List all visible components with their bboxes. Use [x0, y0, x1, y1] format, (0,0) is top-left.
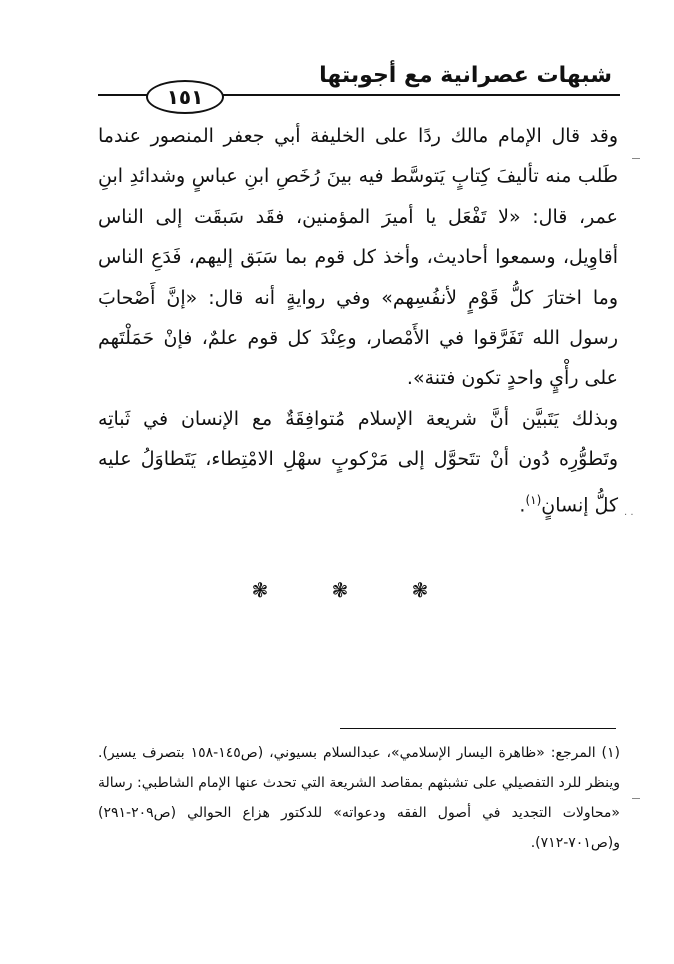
separator-star-2: ❃ — [331, 578, 349, 602]
margin-dots: · · — [624, 510, 634, 521]
page-number: ١٥١ — [146, 80, 224, 114]
margin-mark — [632, 158, 640, 159]
separator-star-3: ❃ — [411, 578, 429, 602]
footnote-reference: (١) — [525, 492, 542, 507]
margin-mark — [632, 798, 640, 799]
paragraph-1: وقد قال الإمام مالك ردًا على الخليفة أبي جعفر المنصور عندما طَلب منه تأليفَ كِتابٍ يَتوسَّط فيه بينَ رُخَصِ ابنِ عباسٍ وشدائدِ ابنِ عمر، قال: «لا تَفْعَل يا أميرَ المؤمنين، فقَد سَبقَت إلى الناس أقاوِيل، وسمعوا أحاديث، وأخذ كل قوم بما سَبَق إليهم، فَدَعِ الناس وما اختارَ كلُّ قَوْمٍ لأنفُسِهم» وفي روايةٍ أنه قال: «إنَّ أَصْحابَ رسول الله تَفَرَّقوا في الأَمْصار، وعِنْدَ كل قوم علمٌ، فإنْ حَمَلْتَهم على رأْيٍ واحدٍ تكون فتنة». — [98, 125, 618, 390]
footnote-1: (١) المرجع: «ظاهرة اليسار الإسلامي»، عبدالسلام بسيوني، (ص١٤٥-١٥٨ بتصرف يسير). وينظر للرد التفصيلي على تشبثهم بمقاصد الشريعة التي تحدث عنها الإمام الشاطبي: رسالة «محاولات التجديد في أصول الفقه ودعواته» للدكتور هزاع الحوالي (ص٢٠٩-٢٩١) و(ص٧٠١-٧١٢). — [98, 745, 620, 851]
section-separator — [240, 570, 440, 610]
footnotes — [98, 738, 620, 858]
separator-star-1: ❃ — [251, 578, 269, 602]
paragraph-2-period: . — [519, 493, 526, 516]
paragraph-2-text: وبذلك يَتَبيَّن أنَّ شريعة الإسلام مُتوافِقَةٌ مع الإنسان في ثَباتِه وتَطوُّرِه دُون أنْ تتَحوَّل إلى مَرْكوبٍ سهْلِ الامْتِطاء، يَتَطاوَلُ عليه كلُّ إنسانٍ — [98, 407, 618, 516]
paragraph-2 — [98, 399, 618, 526]
main-text — [98, 116, 618, 525]
footnote-rule — [340, 728, 616, 729]
running-title: شبهات عصرانية مع أجوبتها — [319, 63, 612, 88]
page-header — [98, 56, 620, 112]
